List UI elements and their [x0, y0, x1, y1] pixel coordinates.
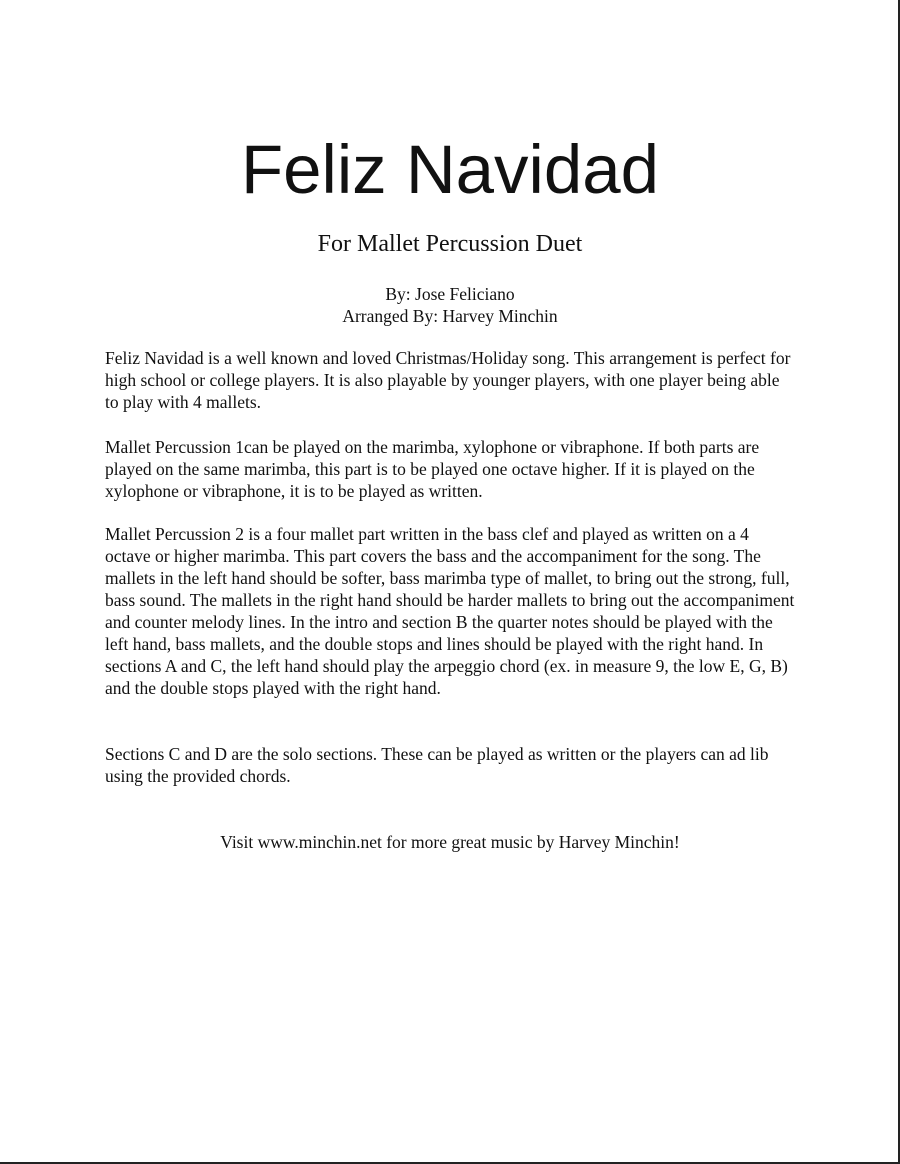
footer-promo: Visit www.minchin.net for more great music by Harvey Minchin!	[220, 832, 680, 852]
intro-paragraph: Feliz Navidad is a well known and loved Christmas/Holiday song. This arrangement is perfect for high school or college players. It is also playable by younger players, with one player being able to play with 4 mallets.	[105, 348, 791, 412]
page-subtitle: For Mallet Percussion Duet	[317, 231, 583, 257]
part-2-paragraph: Mallet Percussion 2 is a four mallet part written in the bass clef and played as written on a 4 octave or higher marimba. This part covers the bass and the accompaniment for the song. The mallets in the left hand should be softer, bass marimba type of mallet, to bring out the strong, full, bass sound. The mallets in the right hand should be harder mallets to bring out the accompaniment and counter melody lines. In the intro and section B the quarter notes should be played with the left hand, bass mallets, and the double stops and lines should be played with the right hand. In sections A and C, the left hand should play the arpeggio chord (ex. in measure 9, the low E, G, B) and the double stops played with the right hand.	[105, 524, 795, 698]
composer-credit: By: Jose Feliciano	[385, 284, 515, 304]
part-1-paragraph: Mallet Percussion 1can be played on the marimba, xylophone or vibraphone. If both parts are played on the same marimba, this part is to be played one octave higher. If it is played on the xylophone or vibraphone, it is to be played as written.	[105, 437, 760, 501]
page-title: Feliz Navidad	[240, 131, 659, 208]
arranger-credit: Arranged By: Harvey Minchin	[342, 306, 558, 326]
credits	[0, 283, 900, 327]
solo-sections-paragraph: Sections C and D are the solo sections. These can be played as written or the players can ad lib using the provided chords.	[105, 744, 769, 786]
